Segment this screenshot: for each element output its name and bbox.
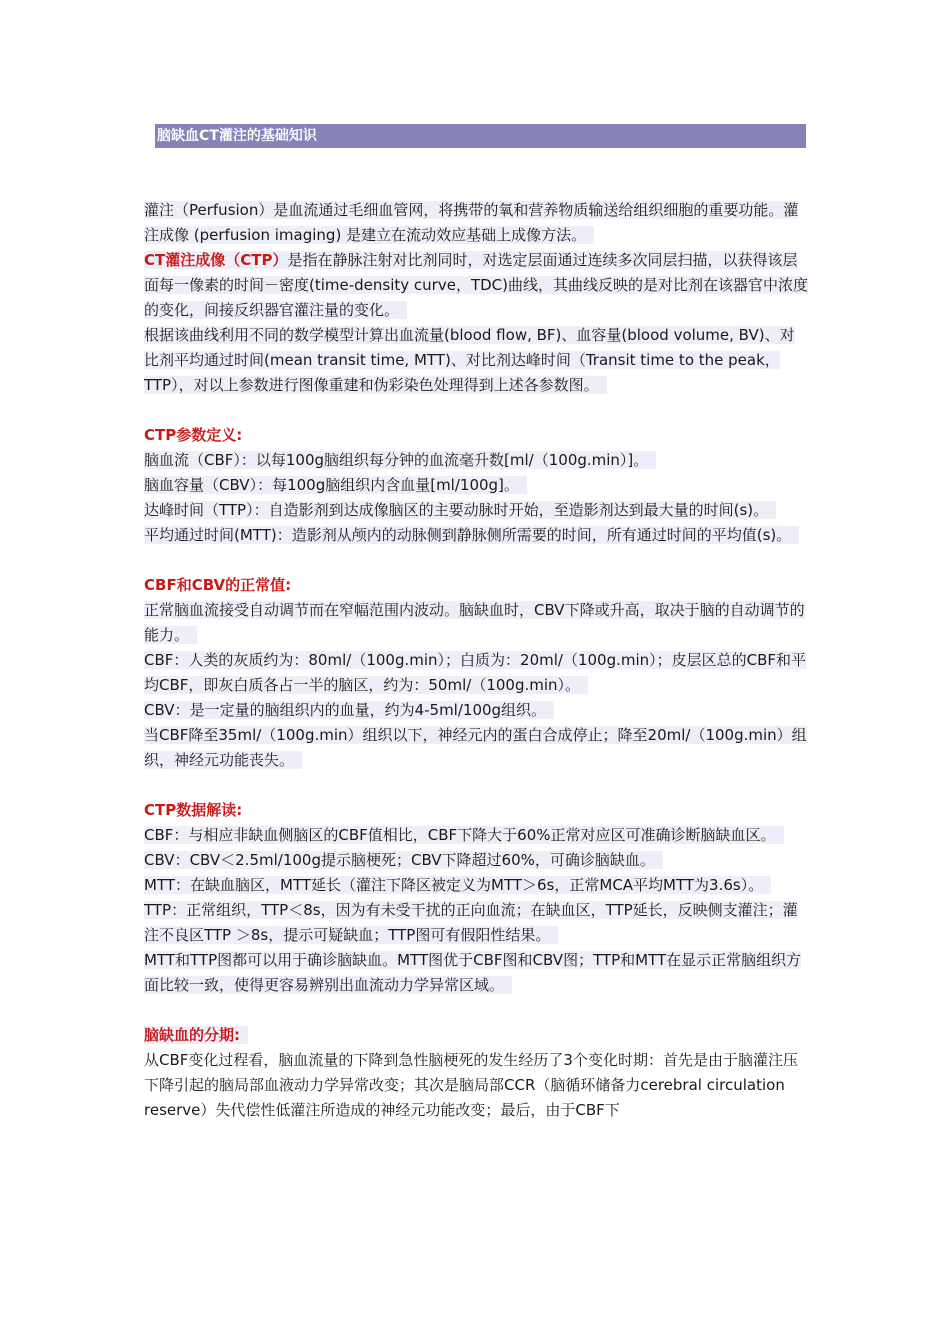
intro-paragraph-3: 根据该曲线利用不同的数学模型计算出血流量(blood flow, BF)、血容量(blood volume, BV)、对比剂平均通过时间(mean transit time, MTT)、对比剂达峰时间（Transit time to the peak，TTP），对以上参数进行图像重建和伪彩染色处理得到上述各参数图。 <box>144 326 795 394</box>
ctp-term: CT灌注成像（CTP） <box>144 251 288 269</box>
list-item: MTT和TTP图都可以用于确诊脑缺血。MTT图优于CBF图和CBV图；TTP和MTT在显示正常脑组织方面比较一致，使得更容易辨别出血流动力学异常区域。 <box>144 951 802 994</box>
list-item: 正常脑血流接受自动调节而在窄幅范围内波动。脑缺血时，CBV下降或升高，取决于脑的自动调节的能力。 <box>144 601 805 644</box>
document-body <box>144 198 808 1123</box>
section-heading-interpret: CTP数据解读: <box>144 801 243 819</box>
list-item: MTT：在缺血脑区，MTT延长（灌注下降区被定义为MTT＞6s，正常MCA平均MTT为3.6s）。 <box>144 873 808 898</box>
list-item: CBV：CBV＜2.5ml/100g提示脑梗死；CBV下降超过60%，可确诊脑缺血。 <box>144 848 808 873</box>
list-item: CBF：人类的灰质约为：80ml/（100g.min）；白质为：20ml/（100g.min）；皮层区总的CBF和平均CBF，即灰白质各占一半的脑区，约为：50ml/（100g.min）。 <box>144 651 807 694</box>
list-item: CBV：是一定量的脑组织内的血量，约为4-5ml/100g组织。 <box>144 698 808 723</box>
section-heading-normal: CBF和CBV的正常值: <box>144 576 292 594</box>
list-item: 达峰时间（TTP）：自造影剂到达成像脑区的主要动脉时开始，至造影剂达到最大量的时间(s)。 <box>144 498 808 523</box>
section-heading-params: CTP参数定义: <box>144 426 243 444</box>
page-title: 脑缺血CT灌注的基础知识 <box>155 124 806 148</box>
list-item: 平均通过时间(MTT)：造影剂从颅内的动脉侧到静脉侧所需要的时间，所有通过时间的平均值(s)。 <box>144 523 808 548</box>
stages-paragraph: 从CBF变化过程看，脑血流量的下降到急性脑梗死的发生经历了3个变化时期：首先是由于脑灌注压下降引起的脑局部血液动力学异常改变；其次是脑局部CCR（脑循环储备力cerebral circulation reserve）失代偿性低灌注所造成的神经元功能改变；最后，由于CBF下 <box>144 1051 798 1119</box>
section-heading-stages: 脑缺血的分期: <box>144 1023 808 1048</box>
intro-paragraph-1: 灌注（Perfusion）是血流通过毛细血管网，将携带的氧和营养物质输送给组织细胞的重要功能。灌注成像 (perfusion imaging) 是建立在流动效应基础上成像方法。 <box>144 201 799 244</box>
list-item: 脑血容量（CBV）：每100g脑组织内含血量[ml/100g]。 <box>144 473 808 498</box>
list-item: TTP：正常组织，TTP＜8s，因为有未受干扰的正向血流；在缺血区，TTP延长，反映侧支灌注；灌注不良区TTP ＞8s，提示可疑缺血；TTP图可有假阳性结果。 <box>144 901 798 944</box>
list-item: 当CBF降至35ml/（100g.min）组织以下，神经元内的蛋白合成停止；降至20ml/（100g.min）组织，神经元功能丧失。 <box>144 726 807 769</box>
intro-paragraph-2: CT灌注成像（CTP）是指在静脉注射对比剂同时，对选定层面通过连续多次同层扫描，以获得该层面每一像素的时间－密度(time-density curve，TDC)曲线，其曲线反映的是对比剂在该器官中浓度的变化，间接反织器官灌注量的变化。 <box>144 251 808 319</box>
list-item: CBF：与相应非缺血侧脑区的CBF值相比，CBF下降大于60%正常对应区可准确诊断脑缺血区。 <box>144 823 808 848</box>
list-item: 脑血流（CBF）：以每100g脑组织每分钟的血流毫升数[ml/（100g.min）]。 <box>144 448 808 473</box>
